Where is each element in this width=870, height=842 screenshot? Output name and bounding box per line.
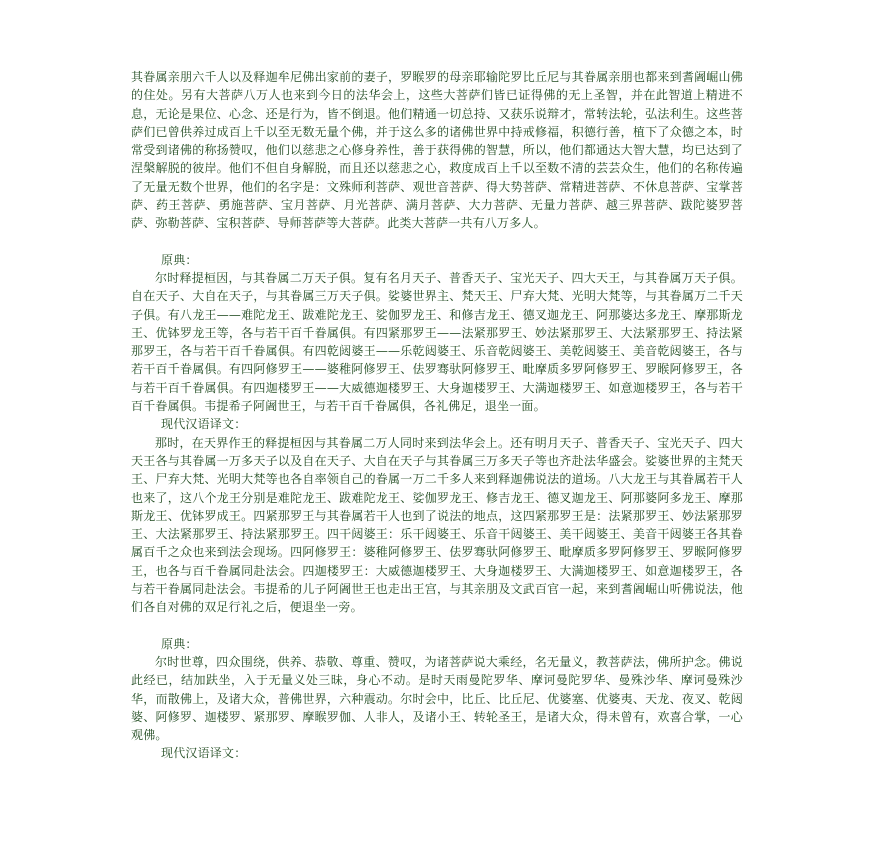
body-paragraph-4: 尔时世尊，四众围绕，供养、恭敬、尊重、赞叹，为诸菩萨说大乘经，名无量义，教菩萨法，佛所护念。佛说此经已，结加趺坐，入于无量义处三昧，身心不动。是时天雨曼陀罗华、摩诃曼陀罗华、曼殊沙华、摩诃曼殊沙华，而散佛上，及诸大众，普佛世界，六种震动。尔时会中，比丘、比丘尼、优婆塞、优婆夷、天龙、夜叉、乾闼婆、阿修罗、迦楼罗、紧那罗、摩睺罗伽、人非人，及诸小王、转轮圣王，是诸大众，得未曾有，欢喜合掌，一心观佛。 — [131, 654, 743, 743]
body-paragraph-3: 那时，在天界作王的释提桓因与其眷属二万人同时来到法华会上。还有明月天子、普香天子、宝光天子、四大天王各与其眷属一万多天子以及自在天子、大自在天子与其眷属三万多天子等也齐赴法华盛会。娑婆世界的主梵天王、尸弃大梵、光明大梵等也各自率领自己的眷属一万二千多人来到释迦佛说法的道场。八大龙王与其眷属若干人也来了，这八个龙王分别是难陀龙王、跋难陀龙王、娑伽罗龙王、修吉龙王、德叉迦龙王、阿那婆阿多龙王、摩那斯龙王、优钵罗成王。四紧那罗王与其眷属若干人也到了说法的地点，这四紧那罗王是：法紧那罗王、妙法紧那罗王、大法紧那罗王、持法紧那罗王。四干闼婆王：乐干闼婆王、乐音干闼婆王、美干闼婆王、美音干闼婆王各其眷属百千之众也来到法会现场。四阿修罗王：婆稚阿修罗王、佉罗骞驮阿修罗王、毗摩质多罗阿修罗王、罗睺阿修罗王，也各与百千眷属同赴法会。四迦楼罗王：大威德迦楼罗王、大身迦楼罗王、大满迦楼罗王、如意迦楼罗王，各与若干眷属同赴法会。韦提希的儿子阿阇世王也走出王宫，与其亲朋及文武百官一起，来到耆阇崛山听佛说法，他们各自对佛的双足行礼之后，便退坐一旁。 — [131, 435, 743, 615]
body-paragraph-2: 尔时释提桓因，与其眷属二万天子俱。复有名月天子、普香天子、宝光天子、四大天王，与其眷属万天子俱。自在天子、大自在天子，与其眷属三万天子俱。娑婆世界主、梵天王、尸弃大梵、光明大梵等，与其眷属万二千天子俱。有八龙王——难陀龙王、跋难陀龙王、娑伽罗龙王、和修吉龙王、德叉迦龙王、阿那婆达多龙王、摩那斯龙王、优钵罗龙王等，各与若干百千眷属俱。有四紧那罗王——法紧那罗王、妙法紧那罗王、大法紧那罗王、持法紧那罗王，各与若干百千眷属俱。有四乾闼婆王——乐乾闼婆王、乐音乾闼婆王、美乾闼婆王、美音乾闼婆王，各与若干百千眷属俱。有四阿修罗王——婆稚阿修罗王、佉罗骞驮阿修罗王、毗摩质多罗阿修罗王、罗睺阿修罗王，各与若干百千眷属俱。有四迦楼罗王——大威德迦楼罗王、大身迦楼罗王、大满迦楼罗王、如意迦楼罗王，各与若干百千眷属俱。韦提希子阿阇世王，与若干百千眷属俱，各礼佛足，退坐一面。 — [131, 270, 743, 414]
document-page — [131, 68, 743, 763]
body-paragraph-1: 其眷属亲朋六千人以及释迦牟尼佛出家前的妻子，罗睺罗的母亲耶输陀罗比丘尼与其眷属亲朋也都来到耆阇崛山佛的住处。另有大菩萨八万人也来到今日的法华会上，这些大菩萨们皆已证得佛的无上圣智，并在此智道上精进不息，无论是果位、心念、还是行为，皆不倒退。他们精通一切总持、又获乐说辩才，常转法轮，弘法利生。这些菩萨们已曾供养过成百上千以至无数无量个佛，并于这么多的诸佛世界中持戒修福，积德行善，植下了众德之本，时常受到诸佛的称扬赞叹，他们以慈悲之心修身养性，善于获得佛的智慧，所以，他们都通达大智大慧，均已达到了涅槃解脱的彼岸。他们不但自身解脱，而且还以慈悲之心，救度成百上千以至数不清的芸芸众生，他们的名称传遍了无量无数个世界，他们的名字是：文殊师利菩萨、观世音菩萨、得大势菩萨、常精进菩萨、不休息菩萨、宝掌菩萨、药王菩萨、勇施菩萨、宝月菩萨、月光菩萨、满月菩萨、大力菩萨、无量力菩萨、越三界菩萨、跋陀婆罗菩萨、弥勒菩萨、宝积菩萨、导师菩萨等大菩萨。此类大菩萨一共有八万多人。 — [131, 70, 743, 231]
section-label-original-2: 原典： — [161, 636, 198, 651]
paragraph-gap — [131, 617, 743, 635]
section-label-translation: 现代汉语译文： — [161, 417, 247, 432]
section-label-translation-2: 现代汉语译文： — [161, 746, 247, 761]
paragraph-gap — [131, 233, 743, 251]
section-label-original: 原典： — [161, 252, 198, 267]
